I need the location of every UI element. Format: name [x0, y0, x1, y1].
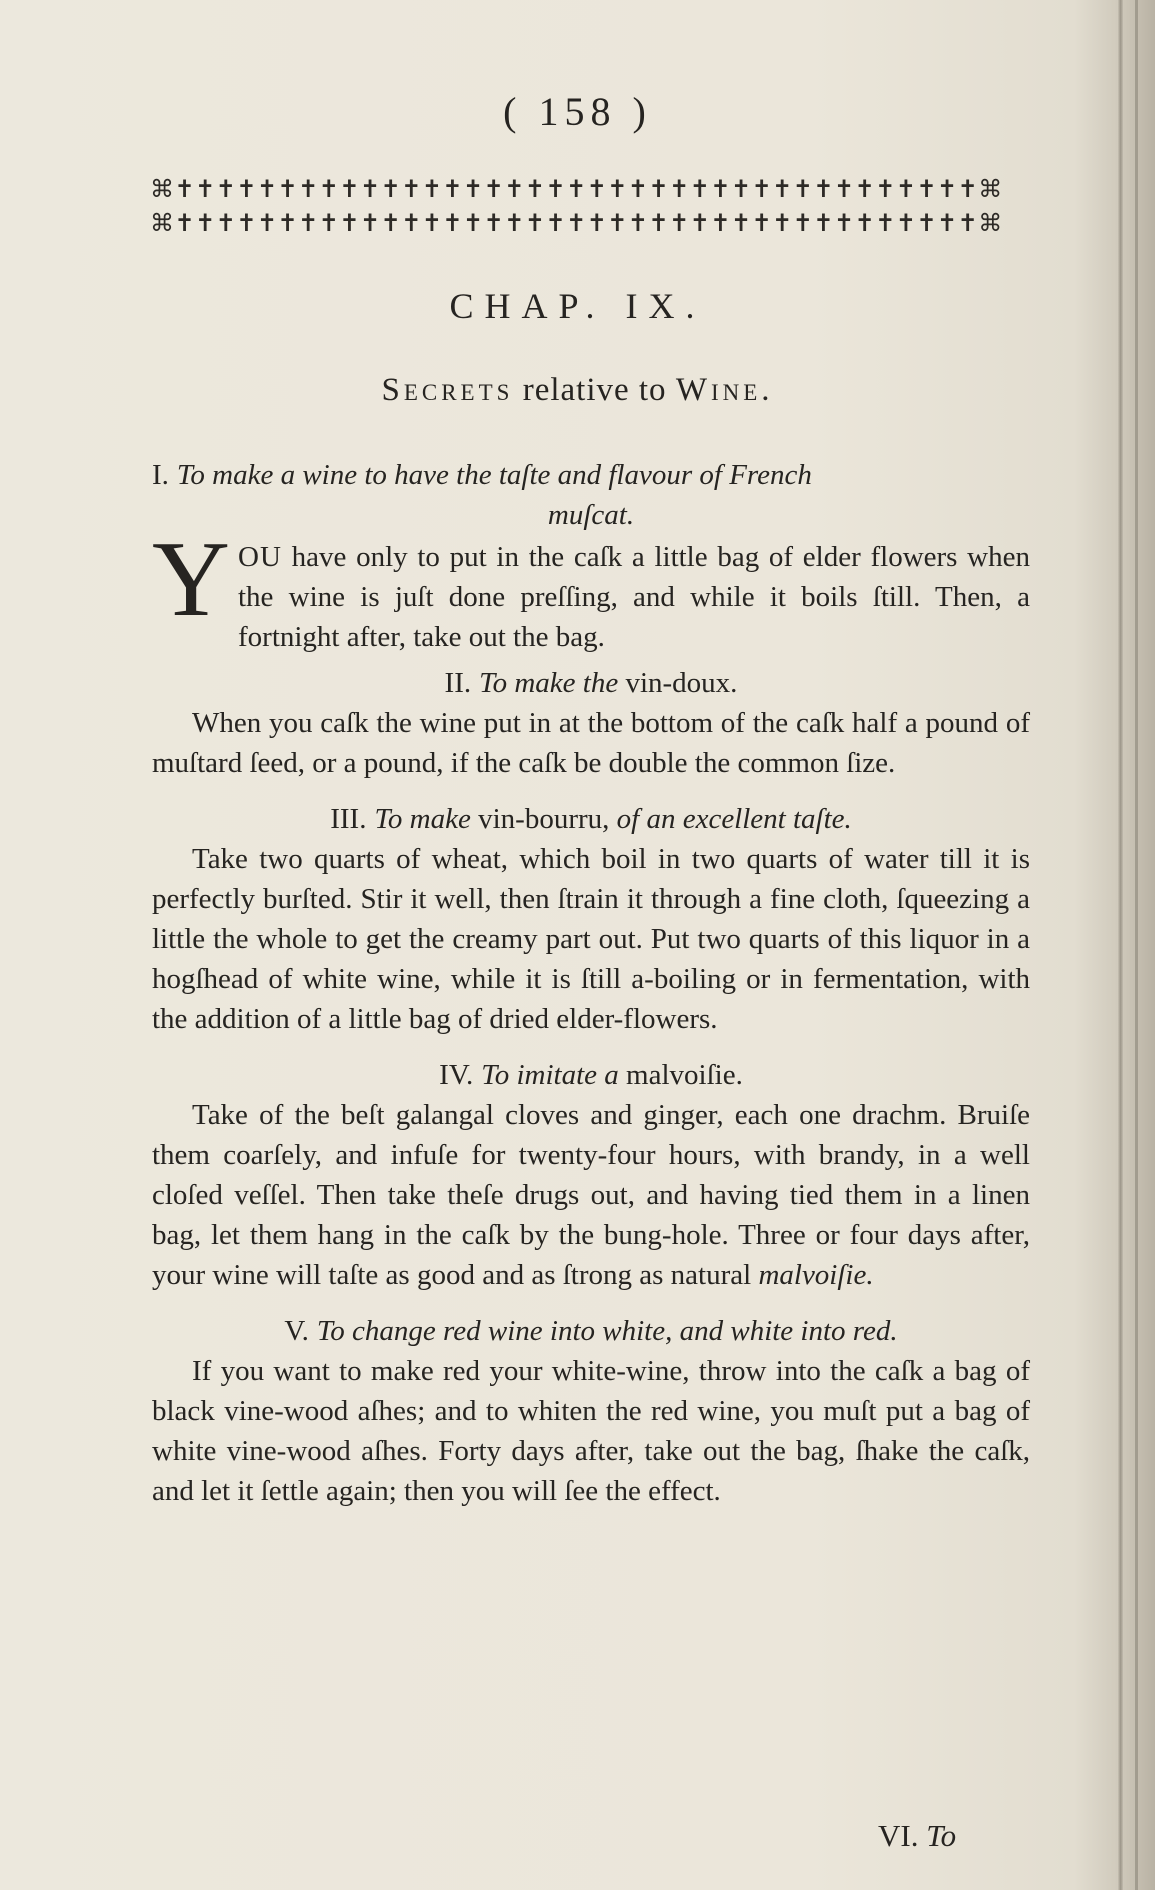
recipe-numeral: III. [330, 803, 367, 835]
ornament-border-top: ⌘✝✝✝✝✝✝✝✝✝✝✝✝✝✝✝✝✝✝✝✝✝✝✝✝✝✝✝✝✝✝✝✝✝✝✝✝✝✝✝⌘ [150, 175, 1003, 203]
recipe-title-roman: malvoiſie. [618, 1059, 743, 1091]
recipe-title [152, 1311, 1030, 1351]
recipe-body [152, 520, 1030, 657]
recipe-title [152, 455, 1030, 535]
recipe-body [152, 1095, 1030, 1295]
recipe-body: Take two quarts of wheat, which boil in two quarts of water till it is perfectly burſted. Stir it well, then ſtrain it through a fine cloth, ſqueezing a little the whole to get the creamy part out. Put two quarts of this liquor in a hogſhead of white wine, while it is ſtill a-boiling or in fermentation, with the addition of a little bag of dried elder-flowers. [152, 843, 1030, 1035]
recipe-title-italic: To make [374, 803, 471, 835]
recipe-title-italic: To make the [479, 667, 619, 699]
recipe-numeral: IV. [439, 1059, 474, 1091]
recipe-body-first-word: OU [238, 541, 282, 573]
recipe-title [152, 799, 1030, 839]
recipe-body: When you caſk the wine put in at the bottom of the caſk half a pound of muſtard ſeed, or a pound, if the caſk be double the common ſize. [152, 707, 1030, 779]
recipe-title-italic-end: of an excellent taſte. [616, 803, 852, 835]
section-title [0, 372, 1155, 409]
recipe-title [152, 1055, 1030, 1095]
recipe-title-continuation: muſcat. [547, 499, 635, 531]
page-number: ( 158 ) [503, 89, 652, 134]
recipe-title-roman: vin-bourru, [470, 803, 617, 835]
catchword-numeral: VI. [878, 1818, 919, 1853]
recipe-title-italic: To imitate a [481, 1059, 619, 1091]
drop-cap: Y [152, 520, 230, 639]
recipe-body-text: Take of the beſt galangal cloves and ginger, each one drachm. Bruiſe them coarſely, and infuſe for twenty-four hours, with brandy, in a well cloſed veſſel. Then take theſe drugs out, and having tied them in a linen bag, let them hang in the caſk by the bung-hole. Three or four days after, your wine will taſte as good and as ſtrong as natural [152, 1099, 1030, 1291]
recipe-numeral: II. [444, 667, 472, 699]
section-title-middle: relative to [513, 372, 676, 408]
page-fold-shadow [1118, 0, 1123, 1890]
recipe-title-roman: vin-doux. [618, 667, 738, 699]
page-content [152, 455, 1030, 1517]
recipe-title-italic: To change red wine into white, and white into red. [316, 1315, 898, 1347]
section-title-word2: Wine. [675, 372, 774, 408]
section-title-word1: Secrets [381, 372, 514, 408]
recipe-numeral: I. [152, 459, 169, 491]
page-edge-line [1135, 0, 1138, 1890]
ornament-border-bottom: ⌘✝✝✝✝✝✝✝✝✝✝✝✝✝✝✝✝✝✝✝✝✝✝✝✝✝✝✝✝✝✝✝✝✝✝✝✝✝✝✝⌘ [150, 209, 1003, 237]
recipe-title-text: To make a wine to have the taſte and flavour of French [176, 459, 812, 491]
catchword [878, 1818, 956, 1854]
catchword-italic: To [926, 1818, 957, 1853]
recipe-numeral: V. [284, 1315, 309, 1347]
recipe-title [152, 663, 1030, 703]
recipe-body-text: have only to put in the caſk a little bag of elder flowers when the wine is juſt done preſſing, and while it boils ſtill. Then, a fortnight after, take out the bag. [238, 541, 1030, 653]
recipe-body: If you want to make red your white-wine, throw into the caſk a bag of black vine-wood aſhes; and to whiten the red wine, you muſt put a bag of white vine-wood aſhes. Forty days after, take out the bag, ſhake the caſk, and let it ſettle again; then you will ſee the effect. [152, 1355, 1030, 1507]
recipe-body-italic-end: malvoiſie. [758, 1259, 874, 1291]
chapter-heading: CHAP. IX. [449, 286, 706, 326]
